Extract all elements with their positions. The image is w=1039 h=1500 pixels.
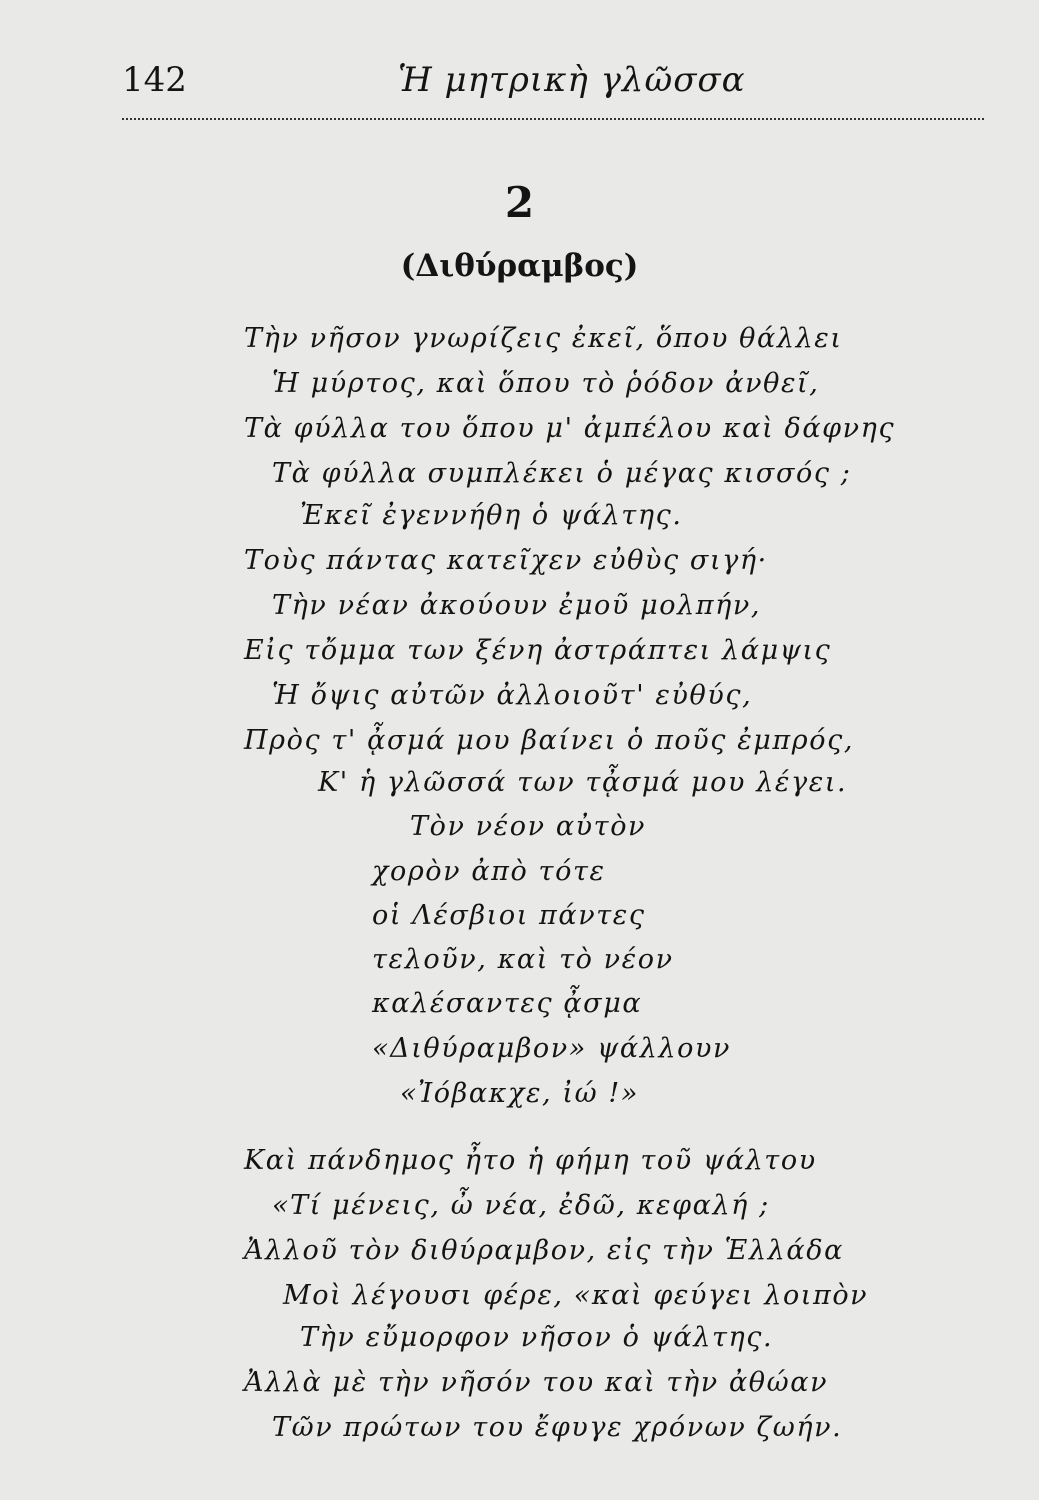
poem-line: Τὰ φύλλα συμπλέκει ὁ μέγας κισσός ; <box>272 458 852 489</box>
poem-line: Πρὸς τ' ᾆσμά μου βαίνει ὁ ποῦς ἐμπρός, <box>244 725 855 756</box>
page-header <box>122 56 984 106</box>
poem-line: τελοῦν, καὶ τὸ νέον <box>372 944 674 975</box>
poem-line: καλέσαντες ᾆσμα <box>372 988 643 1019</box>
section-number: 2 <box>504 178 535 227</box>
section-title: (Διθύραμβος) <box>400 248 639 284</box>
poem-line: Κ' ἡ γλῶσσά των τᾆσμά μου λέγει. <box>318 767 848 798</box>
poem-line: Ἀλλοῦ τὸν διθύραμβον, εἰς τὴν Ἑλλάδα <box>244 1235 844 1266</box>
poem-line: Ἡ μύρτος, καὶ ὅπου τὸ ῥόδον ἀνθεῖ, <box>272 368 820 399</box>
poem-line: Εἰς τὄμμα των ξένη ἀστράπτει λάμψις <box>244 635 832 666</box>
poem-line: Καὶ πάνδημος ἦτο ἡ φήμη τοῦ ψάλτου <box>244 1145 817 1176</box>
poem-line: Ἀλλὰ μὲ τὴν νῆσόν του καὶ τὴν ἀθώαν <box>244 1367 829 1398</box>
poem-line: Τὸν νέον αὐτὸν <box>410 811 647 842</box>
poem-line: Τοὺς πάντας κατεῖχεν εὐθὺς σιγή· <box>244 545 768 576</box>
poem-line: Τὰ φύλλα του ὅπου μ' ἀμπέλου καὶ δάφνης <box>244 413 896 444</box>
page-number: 142 <box>122 60 187 100</box>
running-title: Ἡ μητρικὴ γλῶσσα <box>398 60 746 100</box>
header-rule <box>122 118 984 120</box>
poem-line: Τὴν εὔμορφον νῆσον ὁ ψάλτης. <box>300 1322 774 1353</box>
poem-line: Μοὶ λέγουσι φέρε, «καὶ φεύγει λοιπὸν <box>283 1280 869 1311</box>
poem-line: Ἐκεῖ ἐγεννήθη ὁ ψάλτης. <box>300 500 683 531</box>
poem-line: «Ἰόβακχε, ἰώ !» <box>400 1078 639 1109</box>
poem-line: «Τί μένεις, ὦ νέα, ἐδῶ, κεφαλή ; <box>272 1190 770 1221</box>
poem-line: Τῶν πρώτων του ἔφυγε χρόνων ζωήν. <box>272 1412 843 1443</box>
poem-line: οἱ Λέσβιοι πάντες <box>372 900 646 931</box>
poem-line: Τὴν νέαν ἀκούουν ἐμοῦ μολπήν, <box>272 590 762 621</box>
poem-line: χορὸν ἀπὸ τότε <box>372 856 606 887</box>
poem-line: «Διθύραμβον» ψάλλουν <box>372 1033 732 1064</box>
poem-line: Ἡ ὄψις αὐτῶν ἀλλοιοῦτ' εὐθύς, <box>272 680 753 711</box>
poem-line: Τὴν νῆσον γνωρίζεις ἐκεῖ, ὅπου θάλλει <box>244 323 843 354</box>
